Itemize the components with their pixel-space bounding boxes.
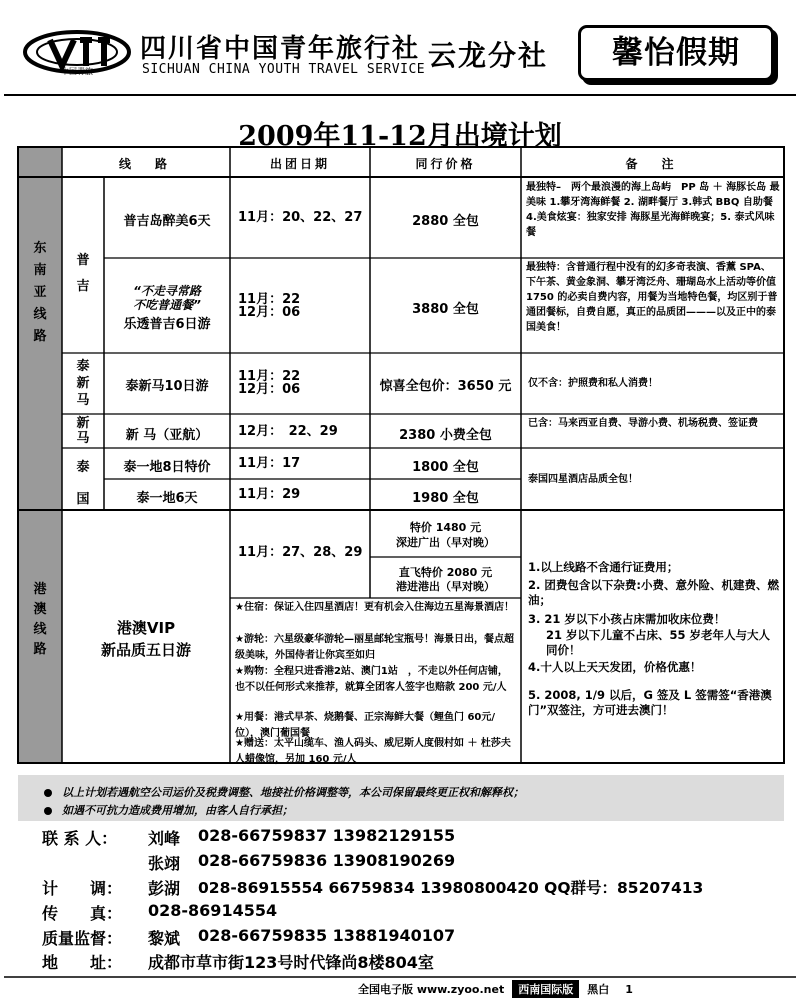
inclusion-item: ★赠送：太平山缆车、渔人码头、威尼斯人度假村如 ＋ 杜莎夫人蜡像馆，另加 160 元/人: [235, 738, 511, 765]
departure-dates: 12月：06: [238, 382, 301, 397]
footnote: [44, 784, 524, 800]
bullet-icon: [44, 807, 52, 815]
departure-dates: 11月：22: [238, 292, 301, 307]
price: 3880 全包: [412, 302, 479, 317]
departure-dates: 11月：20、22、27: [238, 210, 363, 225]
region-hk-macau: 港澳线路: [33, 582, 47, 657]
footnote: [44, 802, 293, 818]
price: 1800 全包: [412, 460, 479, 475]
org-name-en: SICHUAN CHINA YOUTH TRAVEL SERVICE: [142, 62, 426, 77]
route-name: 泰一地6天: [136, 491, 198, 506]
price-note: 港进港出（早对晚）: [396, 580, 495, 593]
remark-item: 5. 2008, 1/9 以后，G 签及 L 签需签“香港澳门”双签注，方可进去澳门！: [528, 688, 772, 717]
org-name-cn: 四川省中国青年旅行社: [140, 34, 421, 64]
remarks: 已含：马来西亚自费、导游小费、机场税费、签证费: [528, 418, 758, 429]
operator-name: 彭湖: [148, 879, 181, 898]
remarks: 最独特：含普通行程中没有的幻多奇表演、香薰 SPA、下午茶、黄金象洞、攀牙湾泛舟、珊瑚岛水上活动等价值 1750 的必卖自费内容，用餐为当地特色餐，均区别于普通团餐标，自费自愿，真正的品质团———以及正中的泰国美食！: [526, 262, 778, 333]
bottom-bar: [358, 980, 633, 998]
col-header-route: 线 路: [118, 157, 173, 171]
bullet-icon: [44, 789, 52, 797]
departure-dates: 12月：06: [238, 305, 301, 320]
route-name: 港澳VIP: [116, 619, 176, 637]
contact-name: 刘峰: [148, 829, 181, 848]
subregion-thai: 泰国: [76, 460, 90, 507]
fax-label: 传 真：: [42, 904, 123, 923]
departure-dates: 11月：29: [238, 487, 301, 502]
inclusion-item: ★购物：全程只进香港2站、澳门1站 ，不走以外任何店铺，也不以任何形式来推荐，就算全团客人签字也赔款 200 元/人: [235, 666, 508, 693]
qc-name: 黎斌: [148, 929, 181, 948]
col-header-dates: 出团日期: [269, 157, 330, 171]
contact-label: 联 系 人：: [42, 829, 118, 848]
route-slogan: “不走寻常路: [133, 284, 201, 298]
page-number: 1: [625, 982, 633, 996]
col-header-notes: 备 注: [625, 157, 680, 171]
svg-text:中国青旅: 中国青旅: [61, 67, 93, 76]
contact-phone: 028-66759837 13982129155: [198, 826, 456, 845]
inclusion-item: ★用餐：港式早茶、烧鹅餐、正宗海鲜大餐（鲤鱼门 60元/位），澳门葡国餐: [235, 712, 496, 739]
operator-label: 计 调：: [42, 879, 123, 898]
price: 1980 全包: [412, 491, 479, 506]
fax-number: 028-86914554: [148, 901, 278, 920]
footnote-text: 如遇不可抗力造成费用增加，由客人自行承担；: [62, 804, 293, 817]
contact-phone: 028-66759836 13908190269: [198, 851, 456, 870]
route-name: 泰新马10日游: [125, 379, 209, 394]
website-label: 全国电子版 www.zyoo.net: [358, 983, 505, 996]
address: 成都市草市街123号时代锋尚8楼804室: [148, 953, 434, 972]
subregion-xm: 新马: [76, 416, 90, 446]
route-name: 泰一地8日特价: [123, 460, 211, 475]
edition-badge: 西南国际版: [512, 980, 579, 998]
price: 2880 全包: [412, 214, 479, 229]
footnote-text: 以上计划若遇航空公司运价及税费调整、地接社价格调整等，本公司保留最终更正权和解释权；: [62, 786, 524, 799]
price-note: 深进广出（早对晚）: [396, 536, 495, 549]
remarks: 泰国四星酒店品质全包！: [528, 474, 638, 485]
remarks: 仅不含：护照费和私人消费！: [528, 378, 658, 389]
route-name: 普吉岛醉美6天: [123, 214, 211, 229]
route-name: 新 马（亚航）: [125, 428, 209, 443]
inclusion-item: ★住宿：保证入住四星酒店！更有机会入住海边五星海景酒店！: [235, 602, 514, 613]
departure-dates: 11月：27、28、29: [238, 545, 363, 560]
subregion-tsm: 泰新马: [76, 359, 90, 408]
region-southeast-asia: 东南亚线路: [33, 241, 47, 344]
page-title: 2009年11-12月出境计划: [238, 121, 562, 152]
departure-dates: 12月： 22、29: [238, 424, 338, 439]
remark-item: 3. 21 岁以下小孩占床需加收床位费！: [528, 612, 726, 626]
remark-item: 4.十人以上天天发团，价格优惠！: [528, 660, 702, 674]
contact-name: 张翊: [148, 854, 181, 873]
branch-name: 云龙分社: [428, 39, 549, 72]
departure-dates: 11月：17: [238, 456, 301, 471]
price: 2380 小费全包: [399, 428, 492, 443]
operator-phone: 028-86915554 66759834 13980800420 QQ群号：85207413: [198, 879, 704, 897]
qc-phone: 028-66759835 13881940107: [198, 926, 456, 945]
brand-badge: 馨怡假期: [578, 25, 774, 81]
remark-item: 1.以上线路不含通行证费用；: [528, 560, 679, 574]
remarks: 最独特– 两个最浪漫的海上岛屿 PP 岛 ＋ 海豚长岛 最美味 1.攀牙湾海鲜餐 2. 湖畔餐厅 3.韩式 BBQ 自助餐 4.美食炫宴：独家安排 海豚星光海鲜晚宴；5. 泰式风味餐: [526, 182, 780, 238]
remark-item: 21 岁以下儿童不占床、55 岁老年人与大人同价！: [546, 628, 771, 657]
departure-dates: 11月：22: [238, 369, 301, 384]
inclusion-item: ★游轮：六星级豪华游轮—丽星邮轮宝瓶号！海景日出，餐点超级美味，外国侍者让你宾至如归: [235, 634, 514, 661]
price: 直飞特价 2080 元: [398, 566, 493, 579]
price: 特价 1480 元: [409, 521, 482, 534]
remark-item: 2. 团费包含以下杂费:小费、意外险、机建费、燃油；: [528, 578, 779, 607]
subregion-phuket: 普吉: [76, 253, 90, 294]
qc-label: 质量监督：: [42, 929, 123, 948]
price: 惊喜全包价：3650 元: [379, 379, 512, 394]
route-name: 乐透普吉6日游: [123, 317, 211, 332]
route-slogan: 不吃普通餐”: [133, 298, 201, 312]
color-label: 黑白: [587, 983, 610, 996]
address-label: 地 址：: [42, 953, 123, 972]
route-name: 新品质五日游: [100, 641, 191, 659]
col-header-price: 同行价格: [415, 157, 476, 171]
